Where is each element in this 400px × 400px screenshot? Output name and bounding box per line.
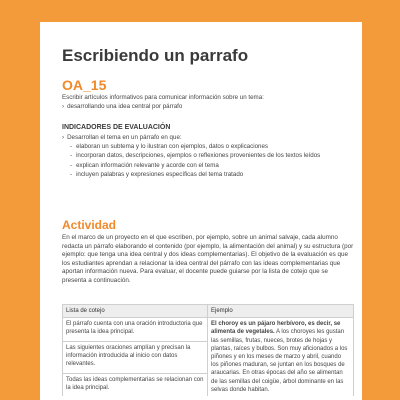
list-item: - incorporan datos, descripciones, ejemplos o reflexiones provenientes de los textos leídos <box>70 152 321 160</box>
indicators-title: INDICADORES DE EVALUACIÓN <box>62 124 171 131</box>
indicators-lead <box>62 134 352 142</box>
list-item: - incluyen palabras y expresiones específicas del tema tratado <box>70 171 244 179</box>
checklist-table <box>62 304 354 396</box>
objective-bullet <box>62 103 352 111</box>
example-body: A los choroyes les gustan las semillas, frutas, nueces, brotes de hojas y plantas, raíces y bulbos. Son muy aficionados a los piñones y en los meses de marzo y abril, cuando los piñones maduran, se juntan en los bosques de araucarias. En otras épocas del año se alimentan de las semillas del coigüe, árbol dominante en las selvas donde habitan. <box>211 329 348 393</box>
chevron-right-icon: › <box>62 103 65 110</box>
activity-text: En el marco de un proyecto en el que escriben, por ejemplo, sobre un animal salvaje, cada alumno redacta un párrafo elaborando el contenido (por ejemplo, la alimentación del animal) y su estructura (por ejemplo: que tenga una idea central y dos ideas complementarias). El objetivo de la evaluación es que los estudiantes aprendan a relacionar la idea central del párrafo con las ideas complementarias que aportan información nueva. Para evaluar, el docente puede guiarse por la lista de cotejo que se presenta a continuación. <box>62 234 354 284</box>
table-header-row <box>63 305 354 318</box>
objective-bullet-text: desarrollando una idea central por párrafo <box>67 103 183 110</box>
checklist-item: El párrafo cuenta con una oración introductoria que presenta la idea principal. <box>63 318 208 341</box>
objective-description: Escribir artículos informativos para comunicar información sobre un tema: <box>62 94 264 101</box>
table-header: Ejemplo <box>208 305 354 318</box>
indicators-list <box>70 143 355 181</box>
table-header: Lista de cotejo <box>63 305 208 318</box>
worksheet-page <box>40 22 362 400</box>
checklist-item: Todas las ideas complementarias se relacionan con la idea principal. <box>63 373 208 396</box>
indicators-lead-text: Desarrollan el tema en un párrafo en que: <box>67 134 182 141</box>
example-lead: El choroy es un pájaro herbívoro, es decir, se alimenta de vegetales. <box>211 321 341 336</box>
table-row <box>63 318 354 341</box>
objective-code: OA_15 <box>62 77 107 93</box>
chevron-right-icon: › <box>62 134 65 141</box>
list-item: - elaboran un subtema y lo ilustran con ejemplos, datos o explicaciones <box>70 143 268 150</box>
example-cell <box>208 318 354 396</box>
list-item: - explican información relevante y acorde con el tema <box>70 161 219 169</box>
activity-title: Actividad <box>62 218 117 232</box>
checklist-item: Las siguientes oraciones amplían y precisan la información introducida al inicio con datos relevantes. <box>63 341 208 373</box>
page-title: Escribiendo un parrafo <box>62 46 249 65</box>
